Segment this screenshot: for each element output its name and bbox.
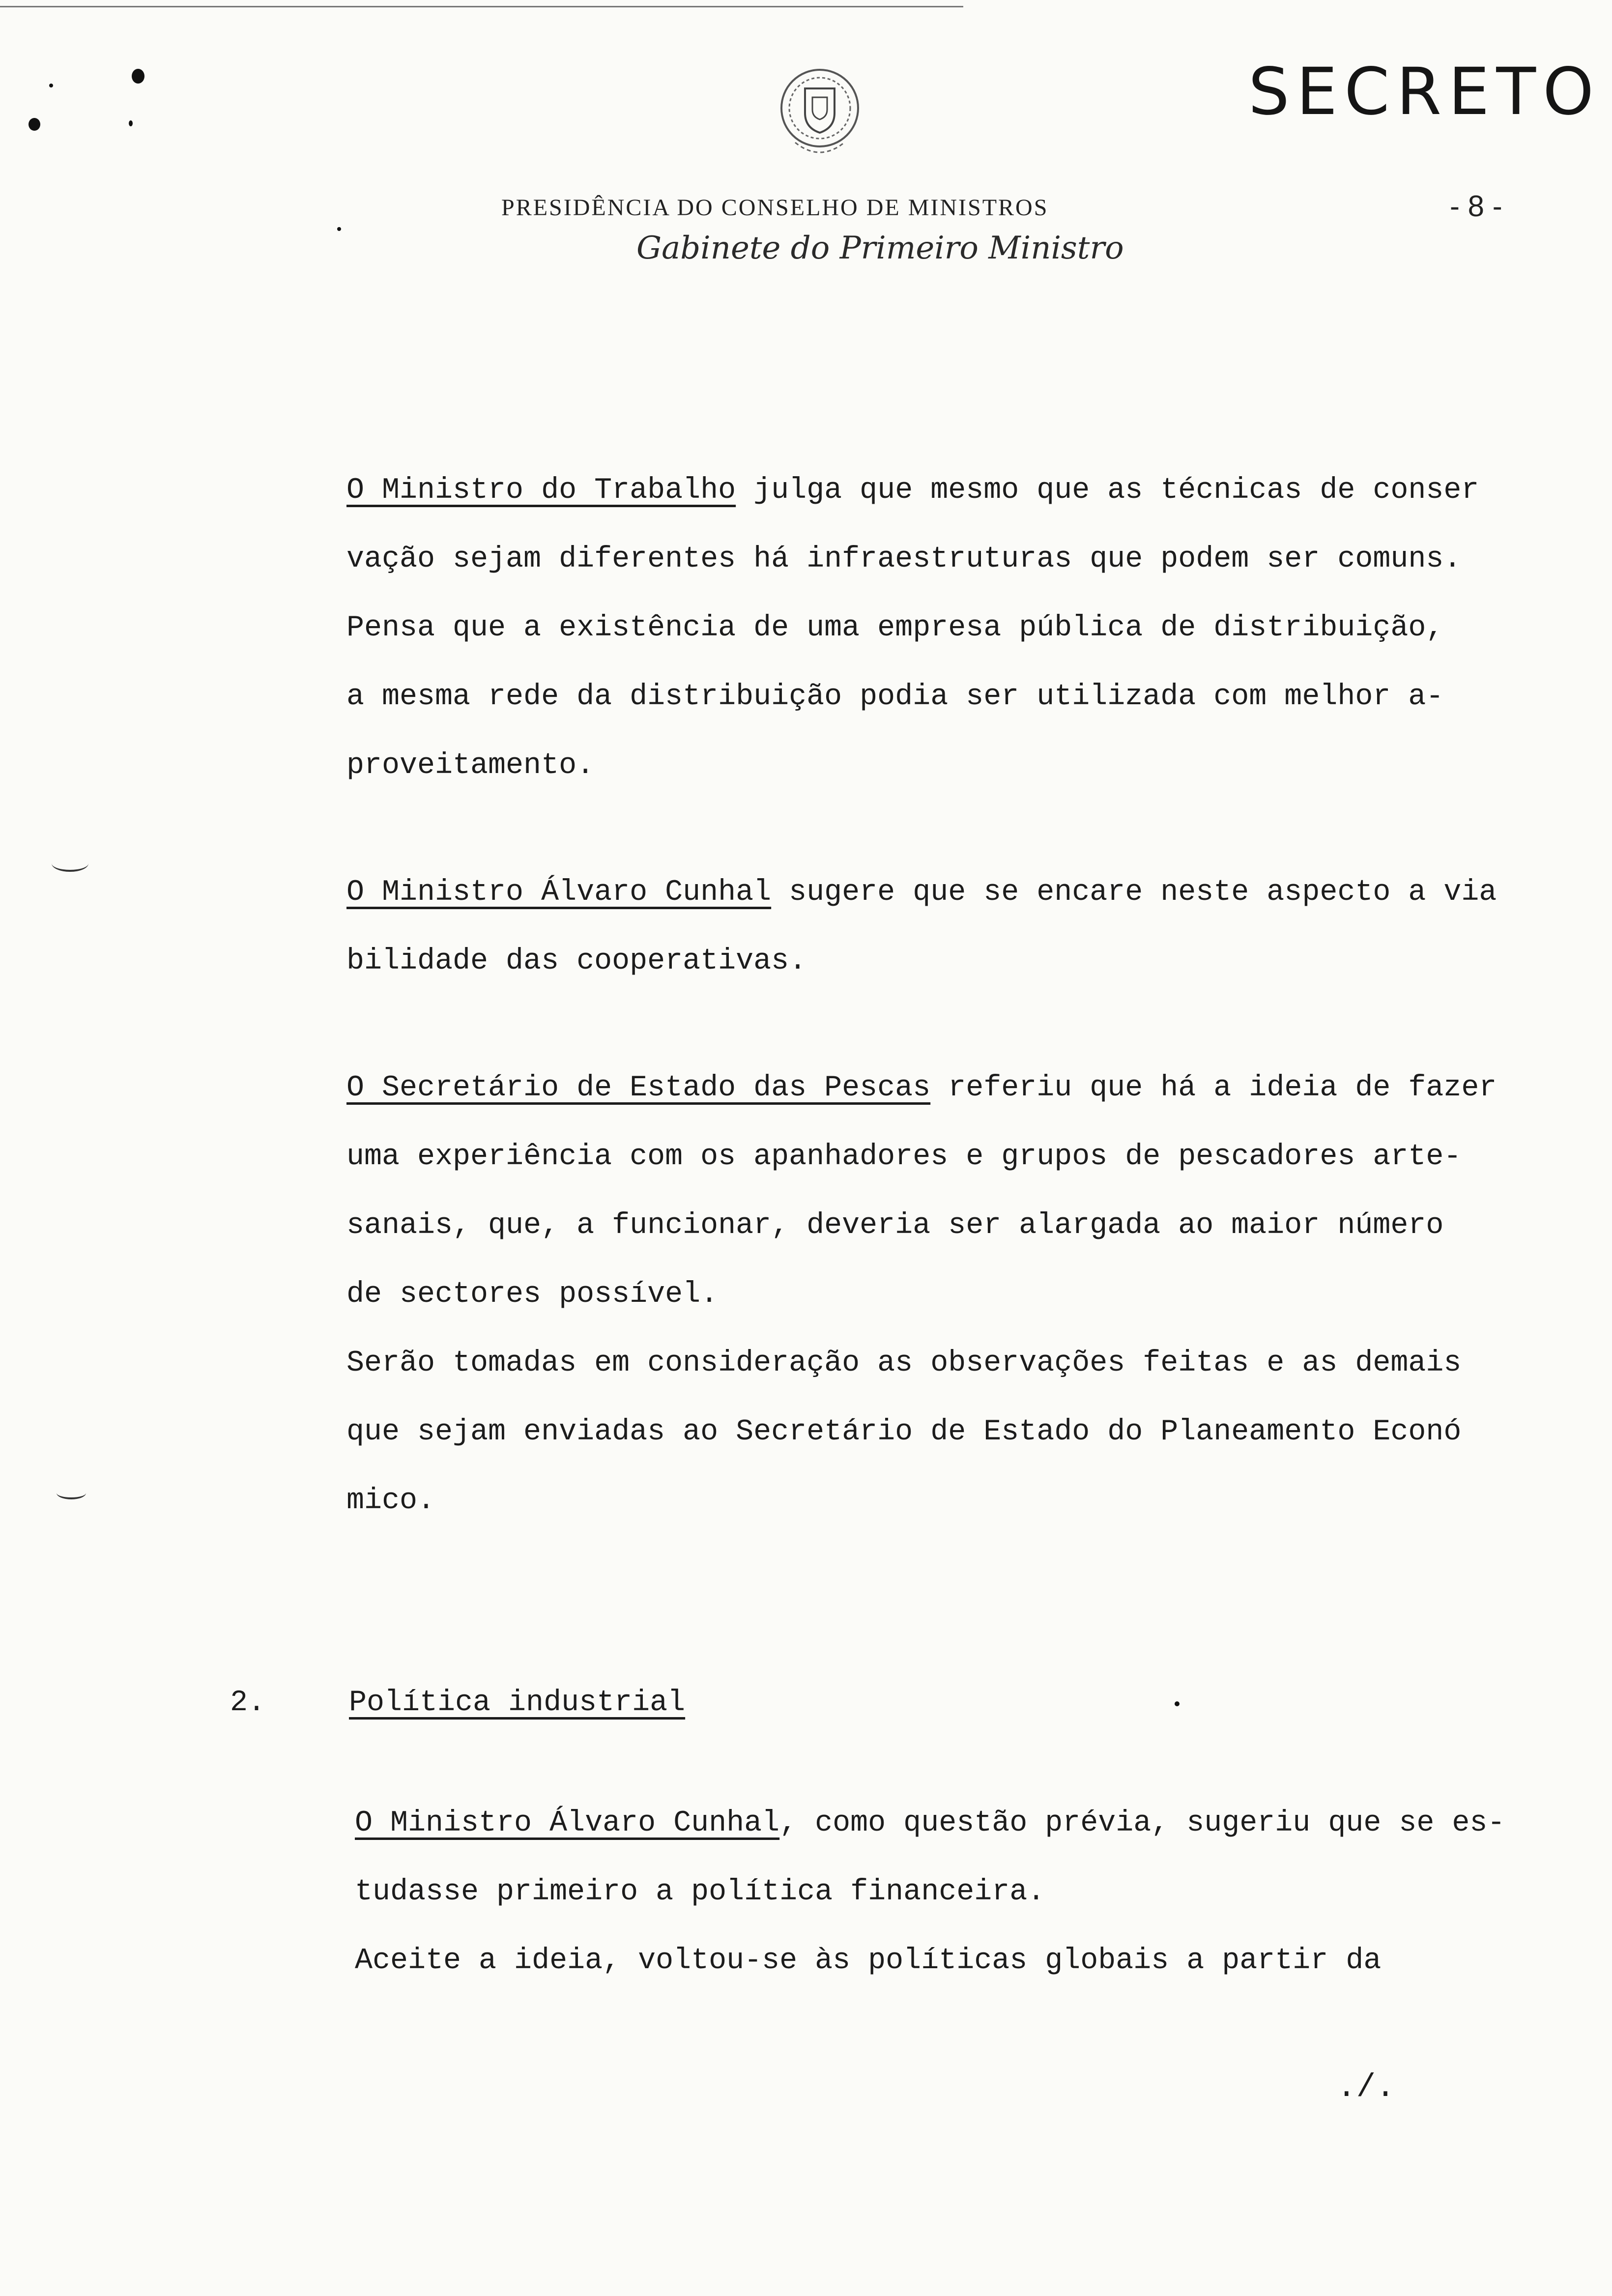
text-line: O Ministro do Trabalho julga que mesmo que as técnicas de conser bbox=[346, 474, 1479, 507]
text-line: mico. bbox=[346, 1484, 435, 1518]
text-line: O Secretário de Estado das Pescas referiu que há a ideia de fazer bbox=[346, 1071, 1497, 1105]
scan-speck bbox=[337, 227, 341, 231]
page-number: - 8 - bbox=[1450, 190, 1502, 223]
cabinet-subtitle: Gabinete do Primeiro Ministro bbox=[636, 230, 1124, 266]
agenda-item-body bbox=[355, 1789, 1534, 1995]
minutes-body bbox=[346, 456, 1526, 1535]
text-line: de sectores possível. bbox=[346, 1278, 719, 1311]
text-line: uma experiência com os apanhadores e grupos de pescadores arte- bbox=[346, 1140, 1462, 1174]
agenda-item bbox=[230, 1668, 1527, 1737]
speaker-name: O Ministro Álvaro Cunhal bbox=[355, 1807, 780, 1840]
paragraph bbox=[346, 1054, 1526, 1535]
paragraph bbox=[346, 858, 1526, 996]
text-line: vação sejam diferentes há infraestruturas que podem ser comuns. bbox=[346, 543, 1462, 576]
scan-speck bbox=[29, 118, 40, 131]
classification-stamp: SECRETO bbox=[1248, 54, 1601, 130]
text-line: Serão tomadas em consideração as observações feitas e as demais bbox=[346, 1347, 1462, 1380]
text-line: proveitamento. bbox=[346, 749, 595, 782]
coat-of-arms-seal bbox=[766, 59, 874, 167]
scan-speck bbox=[132, 69, 144, 84]
continuation-mark: ./. bbox=[1337, 2069, 1395, 2106]
agenda-item-number: 2. bbox=[230, 1686, 266, 1720]
text-line: bilidade das cooperativas. bbox=[346, 945, 807, 978]
office-letterhead: PRESIDÊNCIA DO CONSELHO DE MINISTROS bbox=[501, 195, 1049, 221]
speaker-name: O Ministro Álvaro Cunhal bbox=[346, 876, 772, 909]
text-line: O Ministro Álvaro Cunhal, como questão prévia, sugeriu que se es- bbox=[355, 1807, 1505, 1840]
agenda-item-title: Política industrial bbox=[349, 1686, 686, 1720]
speaker-name: O Ministro do Trabalho bbox=[346, 474, 736, 507]
text-line: Aceite a ideia, voltou-se às políticas globais a partir da bbox=[355, 1944, 1382, 1978]
text-line: tudasse primeiro a política financeira. bbox=[355, 1875, 1045, 1909]
paragraph bbox=[346, 456, 1526, 800]
speaker-name: O Secretário de Estado das Pescas bbox=[346, 1071, 931, 1105]
text-line: que sejam enviadas ao Secretário de Estado do Planeamento Econó bbox=[346, 1415, 1462, 1449]
top-rule bbox=[0, 6, 963, 7]
text-line: O Ministro Álvaro Cunhal sugere que se encare neste aspecto a via bbox=[346, 876, 1497, 909]
margin-mark bbox=[52, 855, 88, 872]
text-line: sanais, que, a funcionar, deveria ser alargada ao maior número bbox=[346, 1209, 1444, 1242]
margin-mark bbox=[57, 1487, 86, 1499]
text-line: Pensa que a existência de uma empresa pública de distribuição, bbox=[346, 611, 1444, 645]
scan-speck bbox=[49, 84, 53, 87]
scan-speck bbox=[129, 120, 133, 126]
text-line: a mesma rede da distribuição podia ser utilizada com melhor a- bbox=[346, 680, 1444, 714]
